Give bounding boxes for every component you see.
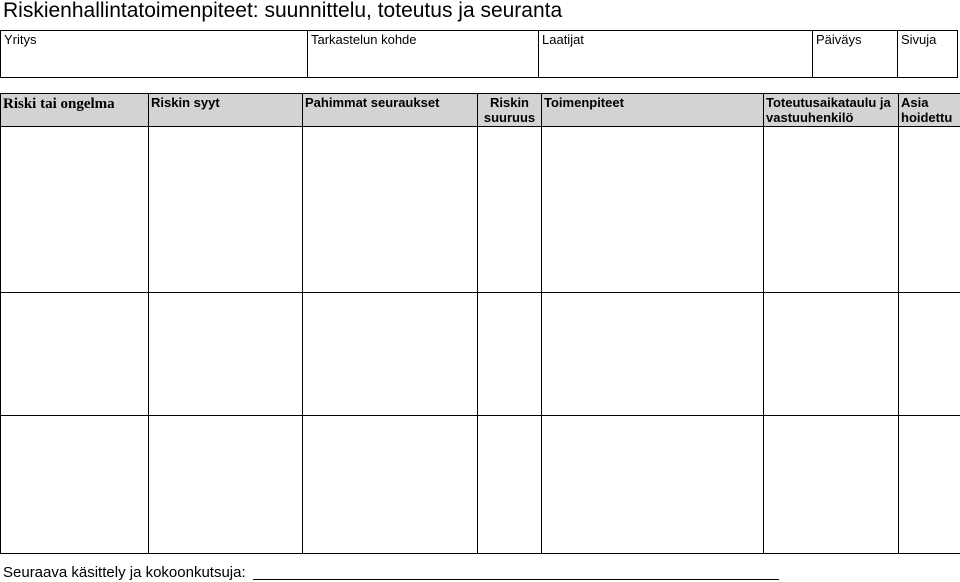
cell-consequences[interactable] <box>303 293 478 416</box>
cell-actions[interactable] <box>542 293 764 416</box>
header-risk: Riski tai ongelma <box>1 94 149 127</box>
pages-field[interactable] <box>898 31 957 77</box>
cell-handled[interactable] <box>899 293 960 416</box>
cell-risk[interactable] <box>1 293 149 416</box>
authors-field[interactable] <box>539 31 813 77</box>
table-row <box>1 127 960 293</box>
document-info-table <box>0 30 958 78</box>
cell-magnitude[interactable] <box>478 127 542 293</box>
cell-magnitude[interactable] <box>478 416 542 554</box>
risk-table <box>0 93 960 554</box>
header-schedule: Toteutusaikataulu ja vastuuhenkilö <box>764 94 899 127</box>
header-actions: Toimenpiteet <box>542 94 764 127</box>
cell-magnitude[interactable] <box>478 293 542 416</box>
cell-causes[interactable] <box>149 127 303 293</box>
target-label: Tarkastelun kohde <box>311 32 417 47</box>
cell-schedule[interactable] <box>764 416 899 554</box>
cell-actions[interactable] <box>542 127 764 293</box>
cell-causes[interactable] <box>149 293 303 416</box>
next-review-input-line[interactable] <box>253 579 779 580</box>
date-field[interactable] <box>813 31 898 77</box>
table-header-row <box>1 94 960 127</box>
cell-schedule[interactable] <box>764 293 899 416</box>
cell-consequences[interactable] <box>303 416 478 554</box>
target-field[interactable] <box>308 31 539 77</box>
date-label: Päiväys <box>816 32 862 47</box>
header-handled: Asia hoidettu <box>899 94 960 127</box>
pages-label: Sivuja <box>901 32 937 47</box>
cell-risk[interactable] <box>1 416 149 554</box>
cell-risk[interactable] <box>1 127 149 293</box>
page-title: Riskienhallintatoimenpiteet: suunnittelu, toteutus ja seuranta <box>3 0 563 22</box>
next-review-label: Seuraava käsittely ja kokoonkutsuja: <box>3 564 246 581</box>
company-label: Yritys <box>4 32 37 47</box>
table-row <box>1 416 960 554</box>
header-causes: Riskin syyt <box>149 94 303 127</box>
cell-causes[interactable] <box>149 416 303 554</box>
company-field[interactable] <box>1 31 308 77</box>
cell-consequences[interactable] <box>303 127 478 293</box>
table-row <box>1 293 960 416</box>
header-consequences: Pahimmat seuraukset <box>303 94 478 127</box>
cell-schedule[interactable] <box>764 127 899 293</box>
header-magnitude: Riskin suuruus <box>478 94 542 127</box>
cell-actions[interactable] <box>542 416 764 554</box>
cell-handled[interactable] <box>899 416 960 554</box>
authors-label: Laatijat <box>542 32 584 47</box>
cell-handled[interactable] <box>899 127 960 293</box>
